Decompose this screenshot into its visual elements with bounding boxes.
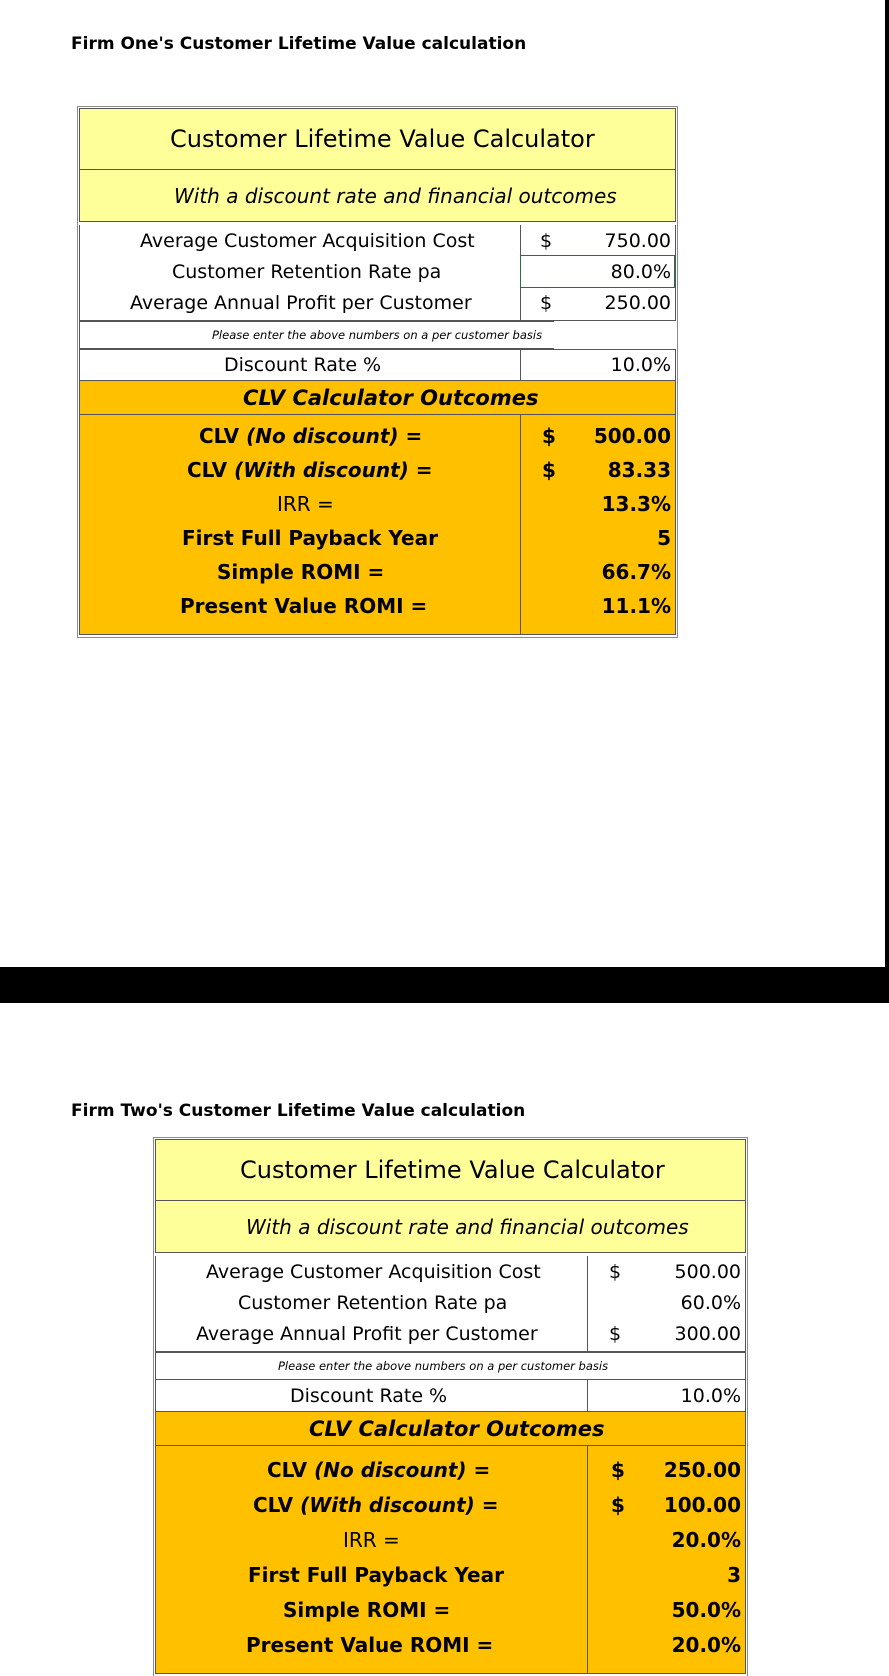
outcome-label: CLV (No discount) = — [267, 1457, 491, 1482]
currency-symbol: $ — [542, 424, 556, 448]
discount-value[interactable]: 10.0% — [680, 1384, 741, 1407]
outcomes-title: CLV Calculator Outcomes — [243, 385, 539, 410]
outcome-row-simple-romi — [156, 1592, 745, 1627]
currency-symbol: $ — [609, 1260, 622, 1283]
outcome-label: Simple ROMI = — [217, 560, 385, 584]
outcome-label: First Full Payback Year — [248, 1562, 504, 1587]
input-label: Average Annual Profit per Customer — [130, 291, 472, 314]
calculator-title: Customer Lifetime Value Calculator — [240, 1156, 665, 1184]
firm-two-heading: Firm Two's Customer Lifetime Value calculation — [71, 1101, 526, 1121]
discount-row — [155, 1380, 746, 1412]
input-value[interactable]: 80.0% — [610, 260, 671, 283]
calculator-title-row — [79, 108, 676, 170]
currency-symbol: $ — [540, 291, 553, 314]
input-value[interactable]: 250.00 — [604, 291, 671, 314]
outcomes-title: CLV Calculator Outcomes — [309, 1416, 605, 1441]
outcome-value: 5 — [657, 526, 671, 550]
outcome-row-irr — [156, 1522, 745, 1557]
outcome-value: 20.0% — [671, 1632, 741, 1657]
note-row — [155, 1352, 746, 1380]
calculator-title-row — [155, 1139, 746, 1201]
input-block — [155, 1256, 746, 1352]
input-row-retention-rate — [156, 1287, 745, 1318]
input-row-acquisition-cost — [80, 225, 675, 256]
outcome-row-clv-no-discount — [80, 419, 675, 453]
outcome-row-simple-romi — [80, 555, 675, 589]
input-row-annual-profit — [80, 287, 675, 318]
outcome-label: CLV (With discount) = — [187, 458, 433, 482]
firm-one-heading: Firm One's Customer Lifetime Value calculation — [71, 34, 527, 54]
outcome-label: First Full Payback Year — [182, 526, 438, 550]
calculator-title: Customer Lifetime Value Calculator — [170, 125, 595, 153]
outcome-value: 83.33 — [607, 458, 671, 482]
separator-bar — [0, 967, 889, 1003]
input-value[interactable]: 300.00 — [674, 1322, 741, 1345]
outcome-label: Present Value ROMI = — [246, 1632, 494, 1657]
input-block — [79, 225, 676, 321]
input-value[interactable]: 60.0% — [680, 1291, 741, 1314]
outcome-value: 100.00 — [663, 1492, 741, 1517]
outcome-value: 11.1% — [601, 594, 671, 618]
outcome-label: Simple ROMI = — [283, 1597, 451, 1622]
outcome-value: 50.0% — [671, 1597, 741, 1622]
note-text: Please enter the above numbers on a per customer basis — [278, 1359, 609, 1373]
input-label: Customer Retention Rate pa — [172, 260, 442, 283]
input-value[interactable]: 500.00 — [674, 1260, 741, 1283]
input-label: Customer Retention Rate pa — [238, 1291, 508, 1314]
right-edge-bar — [885, 0, 889, 967]
outcomes-block — [155, 1446, 746, 1674]
input-row-retention-rate — [80, 256, 675, 287]
currency-symbol: $ — [611, 1492, 625, 1517]
outcome-row-pv-romi — [80, 589, 675, 623]
discount-row — [79, 349, 676, 381]
outcome-label: IRR = — [343, 1527, 400, 1552]
outcome-row-payback-year — [156, 1557, 745, 1592]
calculator-subtitle-row — [155, 1201, 746, 1253]
input-row-acquisition-cost — [156, 1256, 745, 1287]
calculator-subtitle: With a discount rate and financial outcomes — [174, 183, 617, 208]
outcomes-block — [79, 415, 676, 635]
outcome-label: CLV (No discount) = — [199, 424, 423, 448]
outcome-label: CLV (With discount) = — [253, 1492, 499, 1517]
outcomes-header — [79, 381, 676, 415]
outcome-row-pv-romi — [156, 1627, 745, 1662]
input-label: Average Customer Acquisition Cost — [206, 1260, 541, 1283]
firm-two-calculator — [153, 1137, 748, 1676]
outcome-value: 250.00 — [663, 1457, 741, 1482]
outcome-value: 66.7% — [601, 560, 671, 584]
discount-label: Discount Rate % — [224, 354, 382, 376]
currency-symbol: $ — [542, 458, 556, 482]
currency-symbol: $ — [611, 1457, 625, 1482]
currency-symbol: $ — [540, 229, 553, 252]
discount-label: Discount Rate % — [290, 1384, 448, 1407]
outcome-value: 13.3% — [601, 492, 671, 516]
outcome-row-clv-no-discount — [156, 1452, 745, 1487]
calculator-subtitle-row — [79, 170, 676, 222]
calculator-subtitle: With a discount rate and financial outcomes — [246, 1214, 689, 1239]
outcome-row-clv-with-discount — [80, 453, 675, 487]
input-value[interactable]: 750.00 — [604, 229, 671, 252]
note-row — [79, 321, 554, 349]
discount-value[interactable]: 10.0% — [610, 354, 671, 376]
note-text: Please enter the above numbers on a per customer basis — [212, 328, 543, 342]
outcome-value: 500.00 — [593, 424, 671, 448]
outcomes-header — [155, 1412, 746, 1446]
outcome-row-payback-year — [80, 521, 675, 555]
input-row-annual-profit — [156, 1318, 745, 1349]
outcome-row-clv-with-discount — [156, 1487, 745, 1522]
outcome-label: Present Value ROMI = — [180, 594, 428, 618]
input-label: Average Annual Profit per Customer — [196, 1322, 538, 1345]
outcome-row-irr — [80, 487, 675, 521]
firm-one-calculator — [77, 106, 678, 638]
currency-symbol: $ — [609, 1322, 622, 1345]
outcome-value: 3 — [727, 1562, 741, 1587]
input-label: Average Customer Acquisition Cost — [140, 229, 475, 252]
outcome-label: IRR = — [277, 492, 334, 516]
outcome-value: 20.0% — [671, 1527, 741, 1552]
